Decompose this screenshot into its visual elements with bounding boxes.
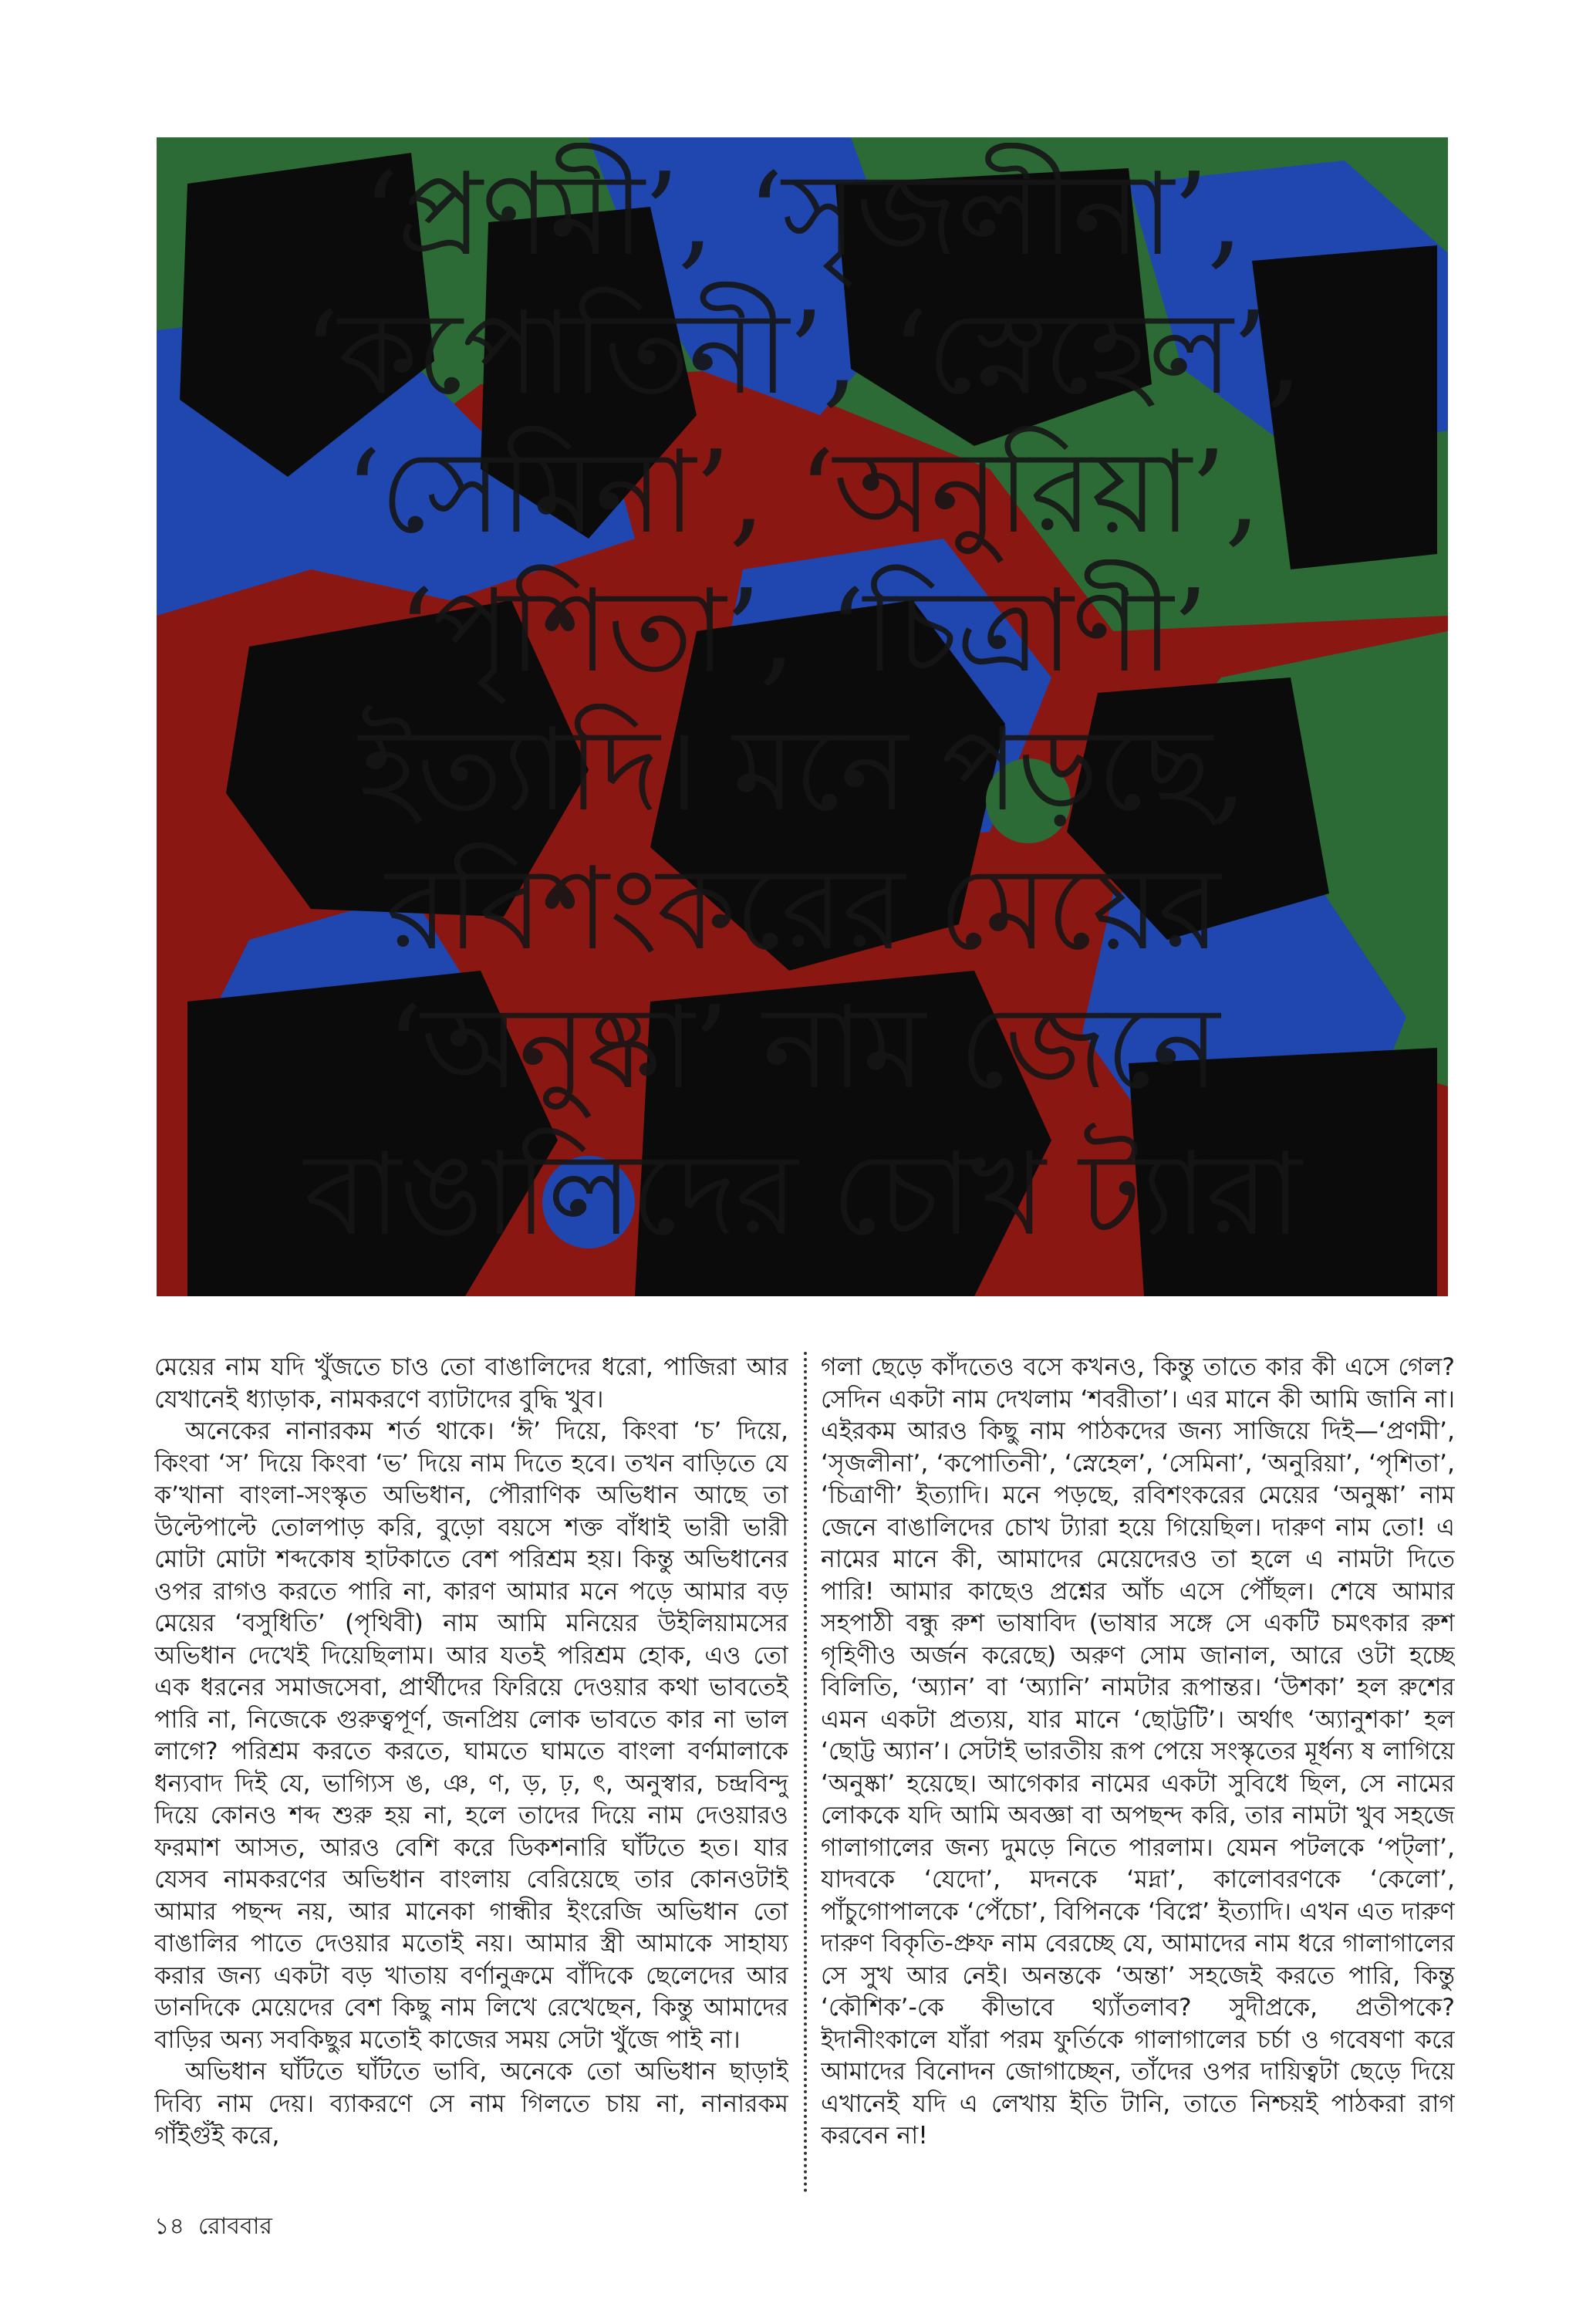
quote-line: ‘কপোতিনী’, ‘স্নেহেল’,: [303, 287, 1301, 420]
column-divider: [804, 1352, 807, 2193]
paragraph: অনেকের নানারকম শর্ত থাকে। ‘ঈ’ দিয়ে, কিংবা ‘চ’ দিয়ে, কিংবা ‘স’ দিয়ে কিংবা ‘ভ’ দিয়ে নাম দিতে হবে। তখন বাড়িতে যে ক’খানা বাংলা-সংস্কৃত অভিধান, পৌরাণিক অভিধান আছে তা উল্টেপাল্টে তোলপাড় করি, বুড়ো বয়সে শক্ত বাঁধাই ভারী ভারী মোটা মোটা শব্দকোষ হাটকাতে বেশ পরিশ্রম হয়। কিন্তু অভিধানের ওপর রাগও করতে পারি না, কারণ আমার মনে পড়ে আমার বড় মেয়ের ‘বসুধিতি’ (পৃথিবী) নাম আমি মনিয়ের উইলিয়ামসের অভিধান দেখেই দিয়েছিলাম। আর যতই পরিশ্রম হোক, এও তো এক ধরনের সমাজসেবা, প্রার্থীদের ফিরিয়ে দেওয়ার কথা ভাবতেই পারি না, নিজেকে গুরুত্বপূর্ণ, জনপ্রিয় লোক ভাবতে কার না ভাল লাগে? পরিশ্রম করতে করতে, ঘামতে ঘামতে বাংলা বর্ণমালাকে ধন্যবাদ দিই যে, ভাগ্যিস ঙ, ঞ, ণ, ড়, ঢ়, ৎ, অনুস্বার, চন্দ্রবিন্দু দিয়ে কোনও শব্দ শুরু হয় না, হলে তাদের দিয়ে নাম দেওয়ারও ফরমাশ আসত, আরও বেশি করে ডিকশনারি ঘাঁটতে হত। যার যেসব নামকরণের অভিধান বাংলায় বেরিয়েছে তার কোনওটাই আমার পছন্দ নয়, আর মানেকা গান্ধীর ইংরেজি অভিধান তো বাঙালির পাতে দেওয়ার মতোই নয়। আমার স্ত্রী আমাকে সাহায্য করার জন্য একটা বড় খাতায় বর্ণানুক্রমে বাঁদিকে ছেলেদের আর ডানদিকে মেয়েদের বেশ কিছু নাম লিখে রেখেছেন, কিন্তু আমাদের বাড়ির অন্য সবকিছুর মতোই কাজের সময় সেটা খুঁজে পাই না।: [154, 1417, 788, 2054]
quote-line: ইত্যাদি। মনে পড়ছে,: [359, 704, 1246, 836]
quote-line: বাঙালিদের চোখ ট্যারা: [304, 1128, 1301, 1261]
quote-line: ‘প্রণমী’, ‘সৃজলীনা’,: [363, 148, 1242, 281]
page-number: ১৪: [154, 2213, 184, 2240]
quote-line: ‘অনুষ্কা’ নাম জেনে: [386, 981, 1219, 1114]
page-footer: [154, 2211, 286, 2242]
quote-line: ‘সেমিনা’, ‘অনুরিয়া’,: [345, 426, 1260, 559]
pull-quote: [157, 137, 1448, 1296]
magazine-name: রোববার: [197, 2213, 272, 2240]
cover-artwork: [157, 137, 1448, 1296]
paragraph: মেয়ের নাম যদি খুঁজতে চাও তো বাঙালিদের ধরো, পাজিরা আর যেখানেই ধ্যাড়াক, নামকরণে ব্যাটাদের বুদ্ধি খুব।: [154, 1353, 788, 1414]
quote-line: ‘পৃশিতা’, ‘চিত্রাণী’: [397, 565, 1207, 698]
article-column-left: [154, 1352, 788, 2197]
paragraph: অভিধান ঘাঁটতে ঘাঁটতে ভাবি, অনেকে তো অভিধান ছাড়াই দিব্যি নাম দেয়। ব্যাকরণে সে নাম গিলতে চায় না, নানারকম গাঁইগুঁই করে,: [154, 2058, 788, 2150]
article-column-right: [821, 1352, 1455, 2197]
quote-line: রবিশংকরের মেয়ের: [385, 843, 1220, 975]
paragraph: গলা ছেড়ে কাঁদতেও বসে কখনও, কিন্তু তাতে কার কী এসে গেল? সেদিন একটা নাম দেখলাম ‘শবরীতা’। এর মানে কী আমি জানি না। এইরকম আরও কিছু নাম পাঠকদের জন্য সাজিয়ে দিই—‘প্রণমী’, ‘সৃজলীনা’, ‘কপোতিনী’, ‘স্নেহেল’, ‘সেমিনা’, ‘অনুরিয়া’, ‘পৃশিতা’, ‘চিত্রাণী’ ইত্যাদি। মনে পড়ছে, রবিশংকরের মেয়ের ‘অনুষ্কা’ নাম জেনে বাঙালিদের চোখ ট্যারা হয়ে গিয়েছিল। দারুণ নাম তো! এ নামের মানে কী, আমাদের মেয়েদেরও তা হলে এ নামটা দিতে পারি! আমার কাছেও প্রশ্নের আঁচ এসে পৌঁছল। শেষে আমার সহপাঠী বন্ধু রুশ ভাষাবিদ (ভাষার সঙ্গে সে একটি চমৎকার রুশ গৃহিণীও অর্জন করেছে) অরুণ সোম জানাল, আরে ওটা হচ্ছে বিলিতি, ‘অ্যান’ বা ‘অ্যানি’ নামটার রূপান্তর। ‘উশকা’ হল রুশের এমন একটা প্রত্যয়, যার মানে ‘ছোট্টটি’। অর্থাৎ ‘অ্যানুশকা’ হল ‘ছোট্ট অ্যান’। সেটাই ভারতীয় রূপ পেয়ে সংস্কৃতের মূর্ধন্য ষ লাগিয়ে ‘অনুষ্কা’ হয়েছে। আগেকার নামের একটা সুবিধে ছিল, সে নামের লোককে যদি আমি অবজ্ঞা বা অপছন্দ করি, তার নামটা খুব সহজে গালাগালের জন্য দুমড়ে নিতে পারলাম। যেমন পটলকে ‘পট্লা’, যাদবকে ‘যেদো’, মদনকে ‘মদ্না’, কালোবরণকে ‘কেলো’, পাঁচুগোপালকে ‘পেঁচো’, বিপিনকে ‘বিপ্নে’ ইত্যাদি। এখন এত দারুণ দারুণ বিকৃতি-প্রুফ নাম বেরচ্ছে যে, আমাদের নাম ধরে গালাগালের সে সুখ আর নেই। অনন্তকে ‘অন্তা’ সহজেই করতে পারি, কিন্তু ‘কৌশিক’-কে কীভাবে থ্যাঁতলাব? সুদীপ্রকে, প্রতীপকে? ইদানীংকালে যাঁরা পরম ফুর্তিকে গালাগালের চর্চা ও গবেষণা করে আমাদের বিনোদন জোগাচ্ছেন, তাঁদের ওপর দায়িত্বটা ছেড়ে দিয়ে এখানেই যদি এ লেখায় ইতি টানি, তাতে নিশ্চয়ই পাঠকরা রাগ করবেন না!: [821, 1353, 1455, 2150]
